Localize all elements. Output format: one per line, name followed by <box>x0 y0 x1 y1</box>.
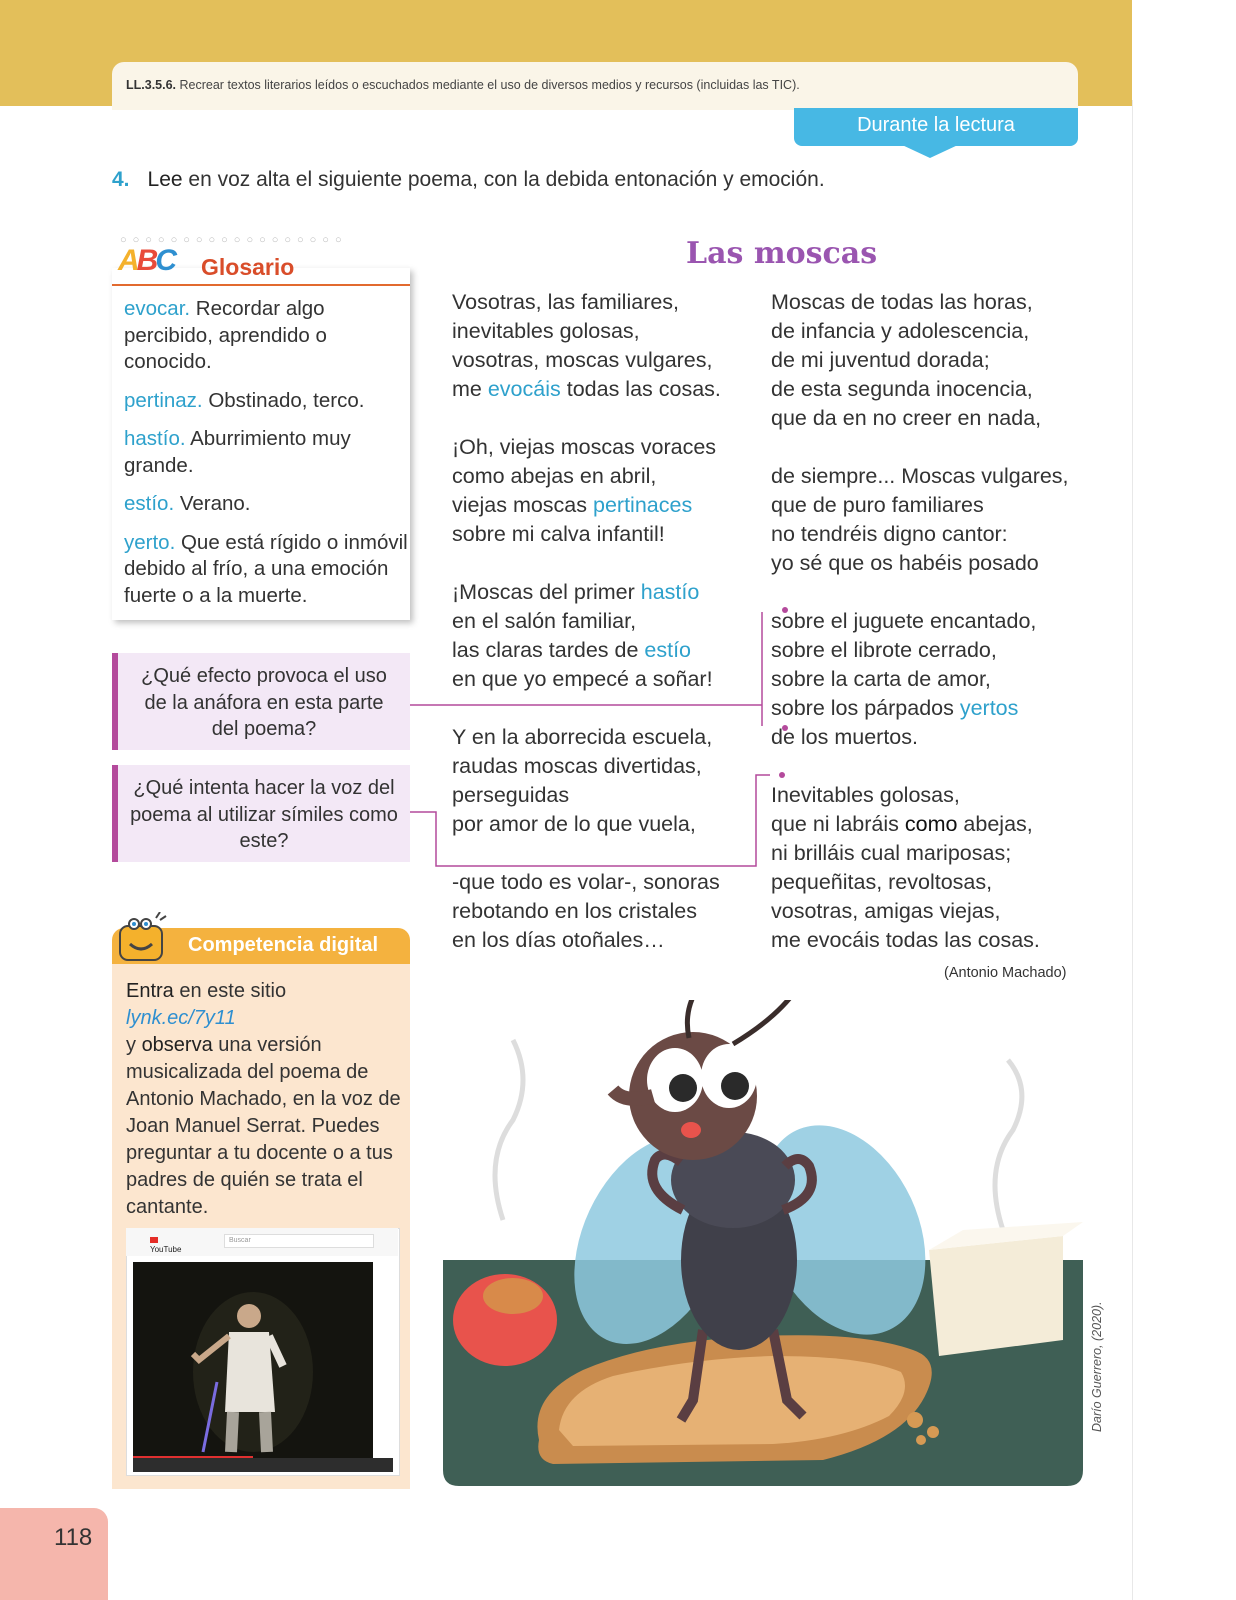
stanza <box>771 462 1069 578</box>
phase-tab: Durante la lectura <box>794 108 1078 146</box>
stanza <box>771 607 1069 752</box>
verse: sobre el juguete encantado, <box>771 609 1037 633</box>
fly-illustration <box>443 1000 1083 1486</box>
glossary-title: Glosario <box>201 254 295 280</box>
verse: en el salón familiar, <box>452 609 637 633</box>
verse: ¡Oh, viejas moscas voraces <box>452 435 717 459</box>
digital-link[interactable]: lynk.ec/7y11 <box>126 1007 236 1029</box>
poem-column-1 <box>452 288 721 955</box>
illustration-credit: Darío Guerrero, (2020). <box>1090 1301 1104 1432</box>
page-number: 118 <box>54 1524 93 1551</box>
verse: sobre los párpados yertos <box>771 696 1019 720</box>
verse: en los días otoñales… <box>452 928 665 952</box>
stanza <box>771 288 1069 433</box>
verse: sobre mi calva infantil! <box>452 522 665 546</box>
digital-verb-enter: Entra <box>126 980 174 1002</box>
robot-icon <box>112 912 172 966</box>
glossary-word: pertinaces <box>593 493 693 517</box>
glossary-word: estío <box>644 638 692 662</box>
digital-text-2: una versión musicalizada del poema de Antonio Machado, en la voz de Joan Manuel Serrat. Puedes preguntar a tu docente o a tus padres de quién se trata el cantante. <box>126 1034 401 1218</box>
glossary-word: hastío <box>640 580 700 604</box>
digital-text-1: en este sitio <box>173 980 287 1002</box>
verse: de los muertos. <box>771 725 918 749</box>
glossary-definition: Verano. <box>174 492 251 515</box>
stanza <box>771 781 1069 955</box>
poem-author: (Antonio Machado) <box>944 965 1067 981</box>
verse: sobre el librote cerrado, <box>771 638 997 662</box>
glossary-definition: Que está rígido o inmóvil debido al frío, a una emoción fuerte o a la muerte. <box>124 530 408 607</box>
verse: Moscas de todas las horas, <box>771 290 1033 314</box>
digital-text-2-pre: y <box>126 1034 142 1056</box>
verse: las claras tardes de estío <box>452 638 692 662</box>
verse: yo sé que os habéis posado <box>771 551 1039 575</box>
digital-verb-observe: observa <box>141 1034 213 1056</box>
verse: ni brilláis cual mariposas; <box>771 841 1012 865</box>
anaphora-question: ¿Qué efecto provoca el uso de la anáfora en esta parte del poema? <box>112 653 410 750</box>
glossary-term: pertinaz. <box>124 388 203 412</box>
stanza <box>452 433 721 549</box>
verse: viejas moscas pertinaces <box>452 493 693 517</box>
verse: que de puro familiares <box>771 493 984 517</box>
glossary-term: hastío. <box>124 427 186 450</box>
verse: sobre la carta de amor, <box>771 667 991 691</box>
glossary-term: estío. <box>124 492 175 515</box>
glossary-definition: Aburrimiento muy grande. <box>124 427 351 477</box>
video-search-box: Buscar <box>224 1234 374 1248</box>
verse: Vosotras, las familiares, <box>452 290 680 314</box>
spiral-binding: ○○○○○○○○○○○○○○○○○○ <box>120 234 348 246</box>
instruction-verb: Lee <box>147 168 183 191</box>
curriculum-code: LL.3.5.6. <box>126 78 177 92</box>
verse: pequeñitas, revoltosas, <box>771 870 993 894</box>
verse: vosotras, amigas viejas, <box>771 899 1001 923</box>
glossary-word: yertos <box>959 696 1019 720</box>
verse: de mi juventud dorada; <box>771 348 990 372</box>
verse: no tendréis digno cantor: <box>771 522 1008 546</box>
verse: de infancia y adolescencia, <box>771 319 1030 343</box>
verse: que ni labráis como abejas, <box>771 812 1033 836</box>
stanza <box>452 288 721 404</box>
youtube-logo: YouTube <box>150 1236 180 1246</box>
glossary-word: evocáis <box>487 377 561 401</box>
verse: Y en la aborrecida escuela, <box>452 725 713 749</box>
verse: ¡Moscas del primer hastío <box>452 580 700 604</box>
glossary-term: evocar. <box>124 297 191 320</box>
video-controls <box>133 1458 393 1472</box>
verse: rebotando en los cristales <box>452 899 698 923</box>
poem-title: Las moscas <box>686 236 878 271</box>
glossary-term: yerto. <box>124 530 176 554</box>
verse: perseguidas <box>452 783 570 807</box>
verse: inevitables golosas, <box>452 319 640 343</box>
verse: de siempre... Moscas vulgares, <box>771 464 1069 488</box>
singer-video-frame <box>133 1262 373 1458</box>
curriculum-text: Recrear textos literarios leídos o escuchados mediante el uso de diversos medios y recursos (incluidas las TIC). <box>179 78 800 92</box>
digital-text <box>126 978 402 1221</box>
instruction-text: en voz alta el siguiente poema, con la debida entonación y emoción. <box>182 168 825 191</box>
simile-word: como <box>904 812 958 836</box>
stanza <box>452 868 721 955</box>
stanza <box>452 578 721 694</box>
poem-column-2 <box>771 288 1069 955</box>
verse: de esta segunda inocencia, <box>771 377 1033 401</box>
verse: por amor de lo que vuela, <box>452 812 696 836</box>
verse: me evocáis todas las cosas. <box>452 377 721 401</box>
stanza <box>452 723 721 839</box>
page-number-tab <box>0 1508 108 1600</box>
glossary-definition: Obstinado, terco. <box>202 388 365 412</box>
instruction-number: 4. <box>112 168 130 191</box>
abc-icon: ABC <box>118 244 175 277</box>
verse: vosotras, moscas vulgares, <box>452 348 713 372</box>
verse: -que todo es volar-, sonoras <box>452 870 720 894</box>
verse: como abejas en abril, <box>452 464 657 488</box>
verse: raudas moscas divertidas, <box>452 754 702 778</box>
digital-title: Competencia digital <box>188 934 379 956</box>
verse: en que yo empecé a soñar! <box>452 667 713 691</box>
verse: me evocáis todas las cosas. <box>771 928 1040 952</box>
glossary-definition: Recordar algo percibido, aprendido o conocido. <box>124 297 327 373</box>
simile-question: ¿Qué intenta hacer la voz del poema al utilizar símiles como este? <box>112 765 410 862</box>
verse: que da en no creer en nada, <box>771 406 1042 430</box>
verse: Inevitables golosas, <box>771 783 960 807</box>
